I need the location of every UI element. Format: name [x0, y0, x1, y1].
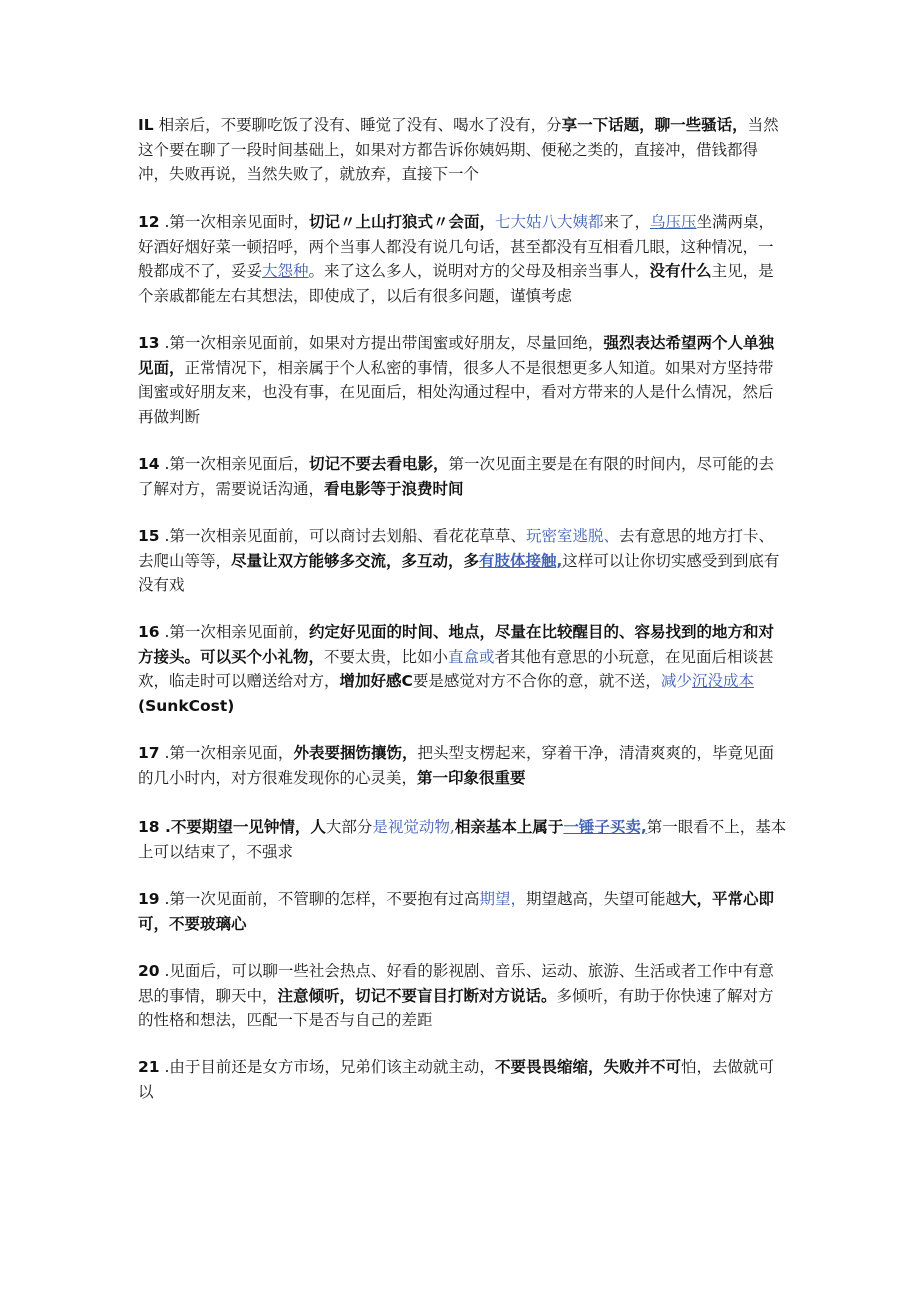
hyperlink[interactable]: 直盒或 — [448, 647, 495, 666]
paragraph-17 — [138, 741, 788, 790]
text-run: .第一次相亲见面前， — [159, 623, 309, 641]
paragraph-19 — [138, 887, 788, 936]
bold-text: 外表要捆饬攘饬， — [293, 744, 418, 762]
item-number: 14 — [138, 455, 160, 473]
text-run: .见面后，可以聊一些社会热点、好看的影视剧、音乐、运动、旅游、生活或者工作中有意思的事情，聊天中， — [138, 962, 774, 1005]
hyperlink[interactable]: 玩密室逃脱、 — [525, 527, 619, 545]
hyperlink[interactable]: 减少 — [660, 672, 692, 690]
bold-text: 看电影等于浪费时间 — [324, 479, 464, 498]
item-number: 21 — [138, 1058, 160, 1076]
bold-text: 没有什么 — [649, 262, 712, 280]
hyperlink[interactable]: 一锤子买卖, — [563, 818, 647, 836]
paragraph-14 — [138, 452, 788, 501]
item-number: 15 — [138, 527, 160, 545]
text-run: 正常情况下，相亲属于个人私密的事情，很多人不是很想更多人知道。如果对方坚持带闺蜜或好朋友来，也没有事，在见面后，相处沟通过程中，看对方带来的人是什么情况，然后再做判断 — [138, 358, 774, 426]
text-run: 不要太贵，比如小 — [324, 647, 449, 666]
item-number: IL — [138, 116, 154, 134]
text-run: .第一次相亲见面前，如果对方提出带闺蜜或好朋友，尽量回绝， — [159, 334, 604, 352]
text-run: 多倾听，有助于你快速了解对方的性格和想法，匹配一下是否与自己的差距 — [138, 986, 774, 1029]
paragraph-20 — [138, 959, 788, 1033]
hyperlink[interactable]: 乌压压 — [649, 213, 697, 231]
item-number: 17 — [138, 744, 160, 762]
hyperlink[interactable]: 期望， — [479, 890, 526, 908]
text-run: 把头型支楞起来，穿着干净，清清爽爽的，毕竟见面的几小时内，对方很难发现你的心灵美， — [138, 744, 774, 787]
bold-text: 大，平常心即可，不要玻璃心 — [138, 890, 774, 933]
bold-text: 增加好感C — [339, 672, 413, 690]
bold-text: 相亲基本上属于 — [454, 818, 564, 836]
text-run: 要是感觉对方不合你的意，就不送， — [412, 672, 661, 690]
bold-text: 强烈表达希望两个人单独见面， — [138, 334, 774, 377]
text-run: .第一次相亲见面时， — [159, 213, 309, 231]
bold-text: 切记不要去看电影， — [308, 455, 449, 473]
text-run: .第一次相亲见面， — [159, 744, 294, 762]
paragraph-18 — [138, 815, 788, 864]
text-run: 第一眼看不上，基本上可以结束了，不强求 — [138, 818, 787, 861]
bold-text: 尽量让双方能够多交流，多互动，多 — [231, 551, 480, 570]
text-run: 者其他有意思的小玩意，在见面后相谈甚欢，临走时可以赠送给对方， — [138, 647, 774, 690]
bold-text: 享一下话题，聊一些骚话， — [561, 116, 748, 134]
bold-text: 不要畏畏缩缩，失败并不可 — [494, 1058, 681, 1076]
text-run: 坐满两桌，好酒好烟好菜一顿招呼，两个当事人都没有说几句话，甚至都没有互相看几眼，这种情况，一般都成不了，妥妥 — [138, 213, 775, 280]
item-number: 16 — [138, 623, 160, 641]
text-run: 当然这个要在聊了一段时间基础上，如果对方都告诉你姨妈期、便秘之类的，直接冲，借钱都得冲，失败再说，当然失败了，就放弃，直接下一个 — [138, 116, 779, 183]
hyperlink[interactable]: 七大姑八大姨都 — [494, 213, 604, 231]
item-number: 12 — [138, 213, 160, 231]
bold-text: 约定好见面的时间、地点，尽量在比较醒目的、容易找到的地方和对方接头。可以买个小礼物， — [138, 623, 774, 666]
hyperlink[interactable]: 沉没成本 — [691, 672, 754, 690]
text-run: .第一次相亲见面前，可以商讨去划船、看花花草草、 — [159, 527, 526, 545]
item-number: 18 — [138, 818, 160, 836]
item-number: 19 — [138, 890, 160, 908]
text-run: .第一次相亲见面后， — [159, 455, 309, 473]
paragraph-15 — [138, 524, 788, 598]
text-run: 怕，去做就可以 — [138, 1058, 774, 1101]
bold-text: 第一印象很重要 — [417, 768, 526, 787]
paragraph-il — [138, 113, 788, 187]
text-run: 期望越高，失望可能越 — [525, 890, 681, 908]
text-run: 去有意思的地方打卡、去爬山等等， — [138, 527, 774, 570]
paragraph-21 — [138, 1055, 788, 1104]
paragraph-12 — [138, 210, 788, 308]
item-number: 20 — [138, 962, 160, 980]
item-number: 13 — [138, 334, 160, 352]
text-run: 这样可以让你切实感受到到底有没有戏 — [138, 551, 780, 594]
bold-text: .不要期望一见钟情，人 — [159, 818, 326, 836]
text-run: .由于目前还是女方市场，兄弟们该主动就主动， — [159, 1058, 495, 1076]
bold-text: 注意倾听，切记不要盲目打断对方说话。 — [277, 986, 557, 1005]
paragraph-13 — [138, 331, 788, 429]
text-run: 第一次见面主要是在有限的时间内，尽可能的去了解对方，需要说话沟通， — [138, 455, 774, 498]
paragraph-16 — [138, 620, 788, 718]
hyperlink[interactable]: 有肢体接触, — [479, 551, 563, 570]
text-run: 来了， — [603, 213, 650, 231]
text-run: 。来了这么多人，说明对方的父母及相亲当事人， — [308, 262, 650, 280]
text-run: 大部分 — [325, 818, 373, 836]
text-run: .第一次见面前，不管聊的怎样，不要抱有过高 — [159, 890, 480, 908]
hyperlink[interactable]: 是视觉动物, — [372, 818, 455, 836]
hyperlink[interactable]: 大怨种 — [262, 262, 309, 280]
text-run: 相亲后，不要聊吃饭了没有、睡觉了没有、喝水了没有，分 — [153, 116, 562, 134]
text-run: 主见，是个亲戚都能左右其想法，即使成了，以后有很多问题，谨慎考虑 — [138, 262, 774, 305]
bold-text: 切记〃上山打狼式〃会面， — [308, 213, 495, 231]
bold-text: (SunkCost) — [138, 696, 235, 715]
